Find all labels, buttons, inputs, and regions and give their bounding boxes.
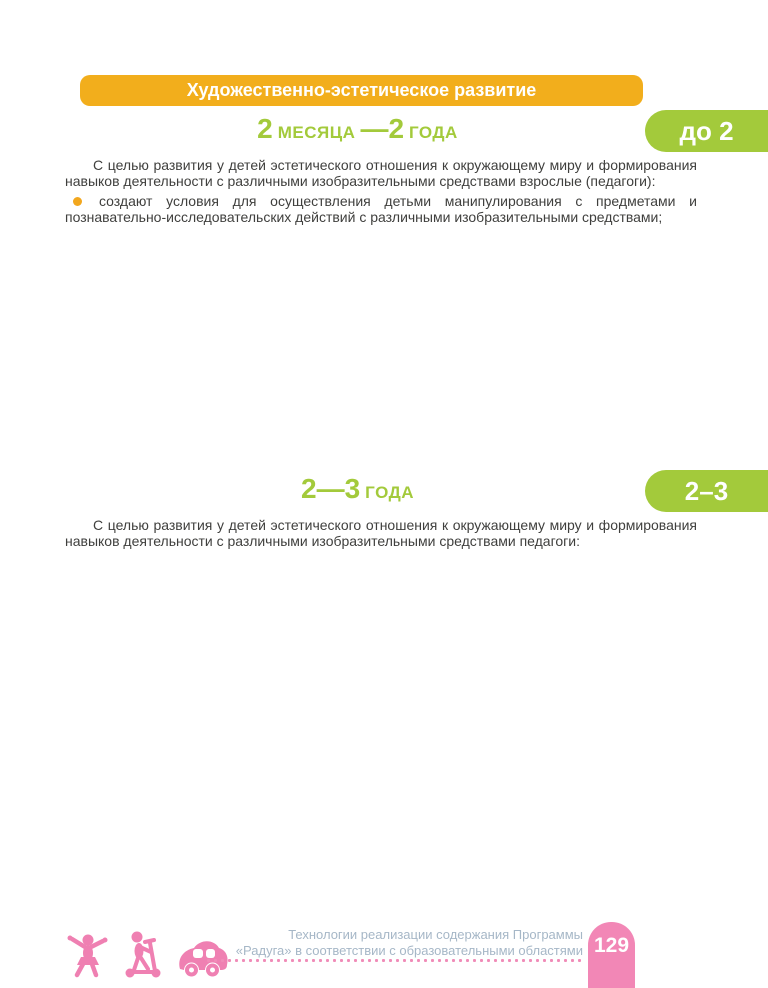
heading-number: 2 [257, 113, 273, 144]
heading-word: МЕСЯЦА [277, 123, 356, 142]
car-icon [176, 936, 230, 978]
footer-caption-line1: Технологии реализации содержания Программы [288, 927, 583, 942]
section1-intro: С целью развития у детей эстетического отношения к окружающему миру и формирования навыков деятельности с различными изобразительными средствами взрослые (педагоги): [65, 157, 697, 189]
bullet-text: создают условия для осуществления детьми манипулирования с предметами и познавательно-исследовательских действий с различными изобразительными средствами; [65, 193, 697, 225]
bullet-dot-icon [73, 197, 82, 206]
heading-number: 2—3 [301, 473, 361, 504]
chapter-header [80, 75, 643, 106]
section2-body [65, 517, 697, 553]
age-tab-under-2 [645, 110, 768, 152]
footer-caption [236, 927, 583, 959]
heading-word: ГОДА [409, 123, 458, 142]
dancing-child-icon [64, 932, 110, 978]
footer-dotted-line [205, 958, 583, 963]
section1-heading [0, 113, 720, 145]
page-number: 129 [593, 934, 630, 957]
section1-bullet-list [65, 193, 697, 225]
age-tab-2-3 [645, 470, 768, 512]
age-tab-label: 2–3 [684, 476, 729, 506]
age-tab-label: до 2 [679, 116, 734, 146]
footer-caption-line2: «Радуга» в соответствии с образовательными областями [235, 943, 583, 958]
heading-number: 2 [388, 113, 405, 144]
chapter-title: Художественно-эстетическое развитие [186, 80, 537, 100]
heading-word: ГОДА [365, 483, 414, 502]
section2-intro: С целью развития у детей эстетического отношения к окружающему миру и формирования навыков деятельности с различными изобразительными средствами педагоги: [65, 517, 697, 549]
heading-dash: — [360, 113, 389, 144]
scooter-child-icon [121, 930, 165, 978]
section1-body [65, 157, 697, 225]
page-number-badge [588, 922, 635, 988]
section2-heading [0, 473, 720, 505]
bullet-item [65, 193, 697, 225]
footer-icons [64, 930, 230, 978]
